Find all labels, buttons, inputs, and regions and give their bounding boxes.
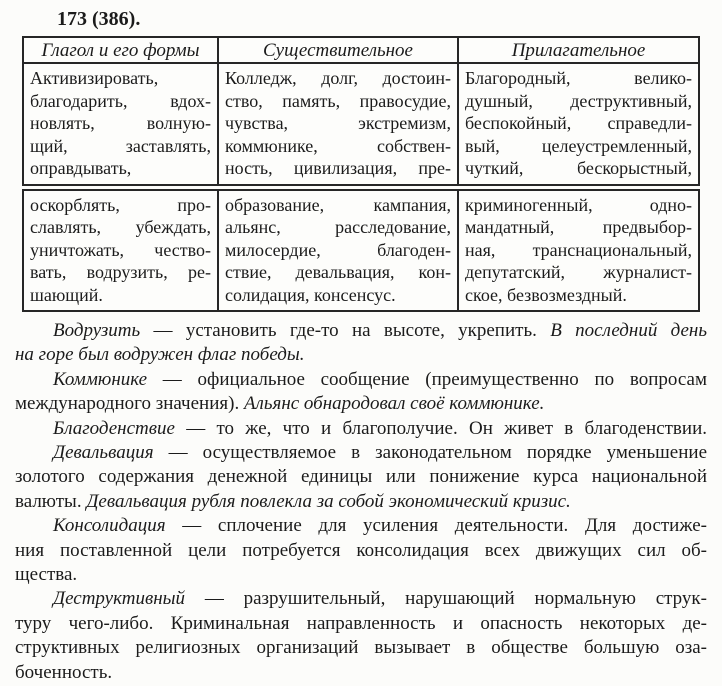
table-header-row: [24, 38, 698, 64]
definition-kommyunike: Коммюнике — официальное сообщение (преимущественно по вопросам международного значения). Альянс обнародовал своё коммюнике.: [15, 368, 707, 415]
vocabulary-table: [22, 36, 700, 312]
definition-blagodenstvie: Благоденствие — то же, что и благополучие. Он живет в благоденствии.: [53, 417, 707, 439]
definition-devalvatsiya: Девальвация — осуществляемое в законодательном порядке уменьшение золотого содержания денежной единицы или понижение курса национальной валюты. Девальвация рубля повлекла за собой экономический кризис.: [15, 442, 707, 512]
cell-verbs-2: оскорблять, про- славлять, убеждать, уничтожать, чество- вать, водрузить, ре- шающий.: [30, 194, 211, 305]
definition-vodruzit: Водрузить — установить где-то на высоте, укрепить. В последний день на горе был водружен флаг победы.: [15, 320, 707, 366]
column-header-noun: Существительное: [217, 38, 457, 62]
cell-verbs-1: Активизировать, благодарить, вдох- новлять, волную- щий, заставлять, оправдывать,: [30, 68, 211, 178]
table-upper-box: [22, 36, 700, 186]
column-header-adjective: Прилагательное: [457, 38, 698, 62]
column-header-verb: Глагол и его формы: [41, 40, 200, 61]
definition-destruktivny: Деструктивный — разрушительный, нарушающий нормальную струк- туру чего-либо. Криминальная направленность и опасность некоторых де- структивных религиозных организаций вызывает в обществе большую оза- боченность.: [15, 588, 707, 683]
cell-adjectives-2: криминогенный, одно- мандатный, предвыбор- ная, транснациональный, депутатский, журналист- ское, безвозмездный.: [457, 191, 698, 311]
cell-nouns-2: образование, кампания, альянс, расследование, милосердие, благоден- ствие, девальвация, кон- солидация, консенсус.: [217, 191, 457, 311]
definition-konsolidatsiya: Консолидация — сплочение для усиления деятельности. Для достиже- ния поставленной цели потребуется консолидация всех движущих сил об- щества.: [15, 515, 707, 586]
table-lower-box: [22, 189, 700, 313]
table-body-row-1: [24, 64, 698, 184]
definitions-section: [15, 319, 707, 685]
cell-adjectives-1: Благородный, велико- душный, деструктивный, беспокойный, справедли- вый, целеустремленный, чуткий, бескорыстный,: [457, 64, 698, 184]
table-body-row-2: [24, 191, 698, 311]
cell-nouns-1: Колледж, долг, достоин- ство, память, правосудие, чувства, экстремизм, коммюнике, собствен- ность, цивилизация, пре-: [217, 64, 457, 184]
exercise-number: 173 (386).: [57, 8, 141, 30]
